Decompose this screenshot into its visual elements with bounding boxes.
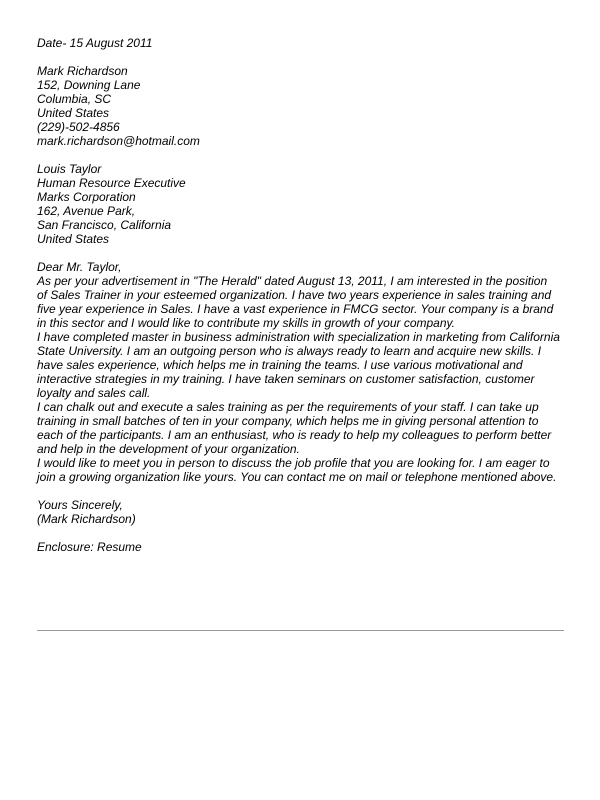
- sender-address: [37, 64, 565, 148]
- letter-page: [37, 36, 565, 554]
- closing-block: [37, 498, 565, 526]
- recipient-title: Human Resource Executive: [37, 176, 186, 190]
- recipient-street: 162, Avenue Park,: [37, 204, 136, 218]
- sender-street: 152, Downing Lane: [37, 78, 141, 92]
- enclosure: Enclosure: Resume: [37, 540, 142, 554]
- sender-country: United States: [37, 106, 110, 120]
- paragraph-line: interactive strategies in my training. I have taken seminars on customer satisfaction, customer: [37, 372, 535, 386]
- signature-name: (Mark Richardson): [37, 512, 136, 526]
- paragraph-line: loyalty and sales call.: [37, 386, 151, 400]
- footer-divider: [37, 630, 564, 631]
- paragraph-line: in this sector and I would like to contribute my skills in growth of your company.: [37, 316, 455, 330]
- letter-date: Date- 15 August 2011: [37, 36, 153, 50]
- sender-name: Mark Richardson: [37, 64, 128, 78]
- closing: Yours Sincerely,: [37, 498, 123, 512]
- body-paragraph-4: [37, 456, 565, 484]
- paragraph-line: I have completed master in business administration with specialization in marketing from California: [37, 330, 560, 344]
- sender-phone: (229)-502-4856: [37, 120, 120, 134]
- paragraph-line: each of the participants. I am an enthusiast, who is ready to help my colleagues to perform better: [37, 428, 552, 442]
- paragraph-line: and help in the development of your organization.: [37, 442, 300, 456]
- salutation: Dear Mr. Taylor,: [37, 260, 122, 274]
- recipient-city: San Francisco, California: [37, 218, 172, 232]
- recipient-address: [37, 162, 565, 246]
- paragraph-line: State University. I am an outgoing person who is always ready to learn and acquire new skills. I: [37, 344, 542, 358]
- paragraph-line: of Sales Trainer in your esteemed organization. I have two years experience in sales training and: [37, 288, 552, 302]
- paragraph-line: I can chalk out and execute a sales training as per the requirements of your staff. I can take up: [37, 400, 539, 414]
- body-paragraph-1: [37, 274, 565, 330]
- paragraph-line: join a growing organization like yours. You can contact me on mail or telephone mentioned above.: [37, 470, 557, 484]
- recipient-company: Marks Corporation: [37, 190, 136, 204]
- recipient-name: Louis Taylor: [37, 162, 102, 176]
- body-paragraph-3: [37, 400, 565, 456]
- recipient-country: United States: [37, 232, 110, 246]
- body-paragraph-2: [37, 330, 565, 400]
- sender-email: mark.richardson@hotmail.com: [37, 134, 200, 148]
- sender-city: Columbia, SC: [37, 92, 112, 106]
- paragraph-line: I would like to meet you in person to discuss the job profile that you are looking for. I am eager to: [37, 456, 550, 470]
- paragraph-line: five year experience in Sales. I have a vast experience in FMCG sector. Your company is a brand: [37, 302, 554, 316]
- paragraph-line: As per your advertisement in "The Herald" dated August 13, 2011, I am interested in the position: [37, 274, 548, 288]
- paragraph-line: have sales experience, which helps me in training the teams. I use various motivational and: [37, 358, 523, 372]
- paragraph-line: training in small batches of ten in your company, which helps me in giving personal attention to: [37, 414, 539, 428]
